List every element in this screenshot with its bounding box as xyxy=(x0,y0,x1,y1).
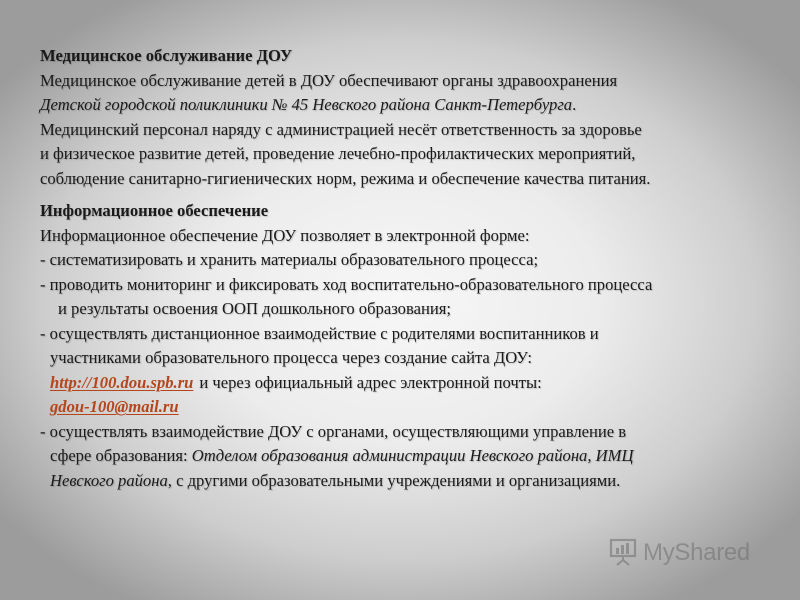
site-link-line xyxy=(40,371,780,396)
medical-heading: Медицинское обслуживание ДОУ xyxy=(40,46,293,65)
education-department-name: Отделом образования администрации Невского района, ИМЦ xyxy=(191,446,634,465)
list-item: - осуществлять дистанционное взаимодействие с родителями воспитанников и xyxy=(40,323,599,343)
email-link[interactable]: gdou-100@mail.ru xyxy=(50,397,179,416)
medical-text-line: соблюдение санитарно-гигиенических норм, режима и обеспечение качества питания. xyxy=(40,168,651,188)
watermark-text: MyShared xyxy=(643,539,750,566)
slide-content xyxy=(40,44,780,493)
list-item-continuation: сфере образования: Отделом образования администрации Невского района, ИМЦ xyxy=(50,446,634,465)
section-gap xyxy=(40,191,780,199)
list-item-continuation: участниками образовательного процесса через создание сайта ДОУ: xyxy=(50,348,533,367)
email-intro-text: и через официальный адрес электронной почты: xyxy=(199,372,542,392)
medical-text-line: Медицинское обслуживание детей в ДОУ обеспечивают органы здравоохранения xyxy=(40,70,618,90)
list-item-continuation: и результаты освоения ООП дошкольного образования; xyxy=(58,299,451,318)
medical-text-line: Медицинский персонал наряду с администрацией несёт ответственность за здоровье xyxy=(40,119,642,139)
list-item-continuation: Невского района, с другими образовательными учреждениями и организациями. xyxy=(50,470,621,490)
website-link[interactable]: http://100.dou.spb.ru xyxy=(50,372,194,392)
medical-clinic-line xyxy=(40,93,780,118)
email-link-line xyxy=(40,395,780,420)
info-intro: Информационное обеспечение ДОУ позволяет в электронной форме: xyxy=(40,225,530,245)
myshared-watermark xyxy=(608,538,750,568)
list-item: - систематизировать и хранить материалы образовательного процесса; xyxy=(40,250,539,269)
info-heading: Информационное обеспечение xyxy=(40,201,269,220)
presentation-board-icon xyxy=(608,536,638,571)
clinic-period: . xyxy=(572,95,577,114)
district-name: Невского района xyxy=(50,470,168,490)
list-item: - проводить мониторинг и фиксировать ход воспитательно-образовательного процесса xyxy=(40,274,653,294)
clinic-name: Детской городской поликлиники № 45 Невского района Санкт-Петербурга xyxy=(40,95,573,114)
list-item: - осуществлять взаимодействие ДОУ с органами, осуществляющими управление в xyxy=(40,421,627,441)
medical-text-line: и физическое развитие детей, проведение лечебно-профилактических мероприятий, xyxy=(40,144,636,163)
